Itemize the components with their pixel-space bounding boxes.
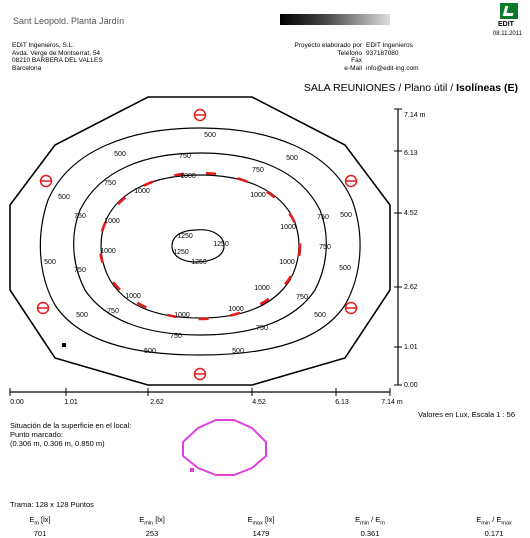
- iso-label-1250: 1250: [213, 241, 229, 248]
- iso-label-1250: 1250: [173, 249, 189, 256]
- iso-label-500: 500: [340, 212, 352, 219]
- iso-label-750: 750: [107, 308, 119, 315]
- project-values: [366, 42, 418, 72]
- stat-value: 701: [33, 528, 47, 538]
- stat-emin-emax: $E_{min} / E_{max}$ 0.171: [463, 515, 525, 538]
- logo-text: EDIT: [498, 21, 514, 28]
- stat-emin-em: $E_{min} / E_m$ 0.361: [343, 515, 397, 538]
- isoline-labels: [44, 132, 352, 355]
- iso-label-750: 750: [74, 267, 86, 274]
- y-tick-label: 7.14 m: [404, 112, 426, 119]
- iso-label-500: 500: [144, 348, 156, 355]
- fax-label: Fax: [351, 57, 362, 64]
- iso-label-500: 500: [58, 194, 70, 201]
- phone-value: 937187080: [366, 49, 399, 57]
- iso-label-500: 500: [314, 312, 326, 319]
- iso-label-750: 750: [179, 153, 191, 160]
- grid-info: Trama: 128 x 128 Puntos: [10, 500, 94, 509]
- room-polygon: [10, 97, 390, 385]
- heading-prefix: SALA REUNIONES / Plano útil /: [303, 82, 457, 94]
- iso-label-500: 500: [114, 151, 126, 158]
- room-outline: [10, 97, 390, 385]
- surface-thumbnail: [178, 418, 272, 478]
- report-date: 08.11.2011: [492, 31, 522, 37]
- stat-emin: $E_{min}$ [lx] 253: [130, 515, 174, 538]
- luminaire-icon: [195, 110, 206, 121]
- x-tick-label: 4.52: [252, 399, 266, 406]
- iso-label-1000: 1000: [254, 285, 270, 292]
- iso-label-500: 500: [286, 155, 298, 162]
- iso-label-1250: 1250: [177, 233, 193, 240]
- stat-value: 253: [145, 528, 159, 538]
- iso-label-1000: 1000: [104, 218, 120, 225]
- iso-label-1000: 1000: [279, 259, 295, 266]
- luminaire-icon: [346, 176, 357, 187]
- iso-label-750: 750: [74, 213, 86, 220]
- iso-label-1000: 1000: [250, 192, 266, 199]
- company-name: EDIT Ingenieros, S.L.: [12, 42, 75, 49]
- iso-label-750: 750: [104, 180, 116, 187]
- surface-outline: [183, 420, 266, 475]
- scale-note: Valores en Lux, Escala 1 : 56: [417, 410, 515, 419]
- fax-value: [366, 57, 418, 65]
- email-label: e-Mail: [344, 64, 362, 72]
- stat-emax: $E_{max}$ [lx] 1479: [238, 515, 284, 538]
- iso-label-750: 750: [170, 333, 182, 340]
- y-axis: [394, 109, 426, 389]
- marked-point: [62, 343, 66, 347]
- iso-label-750: 750: [296, 294, 308, 301]
- email-value: info@edit-ing.com: [366, 64, 419, 72]
- company-address2: 08210 BARBERA DEL VALLES: [12, 57, 103, 64]
- surface-line1: Situación de la superficie en el local:: [10, 421, 132, 430]
- company-block: [12, 42, 103, 72]
- iso-label-750: 750: [317, 214, 329, 221]
- x-tick-label: 7.14 m: [381, 399, 403, 406]
- iso-label-1000: 1000: [174, 312, 190, 319]
- x-tick-label: 6.13: [335, 399, 349, 406]
- edit-logo-icon: [500, 3, 518, 19]
- stat-value: 1479: [252, 528, 270, 538]
- heading-emphasis: Isolíneas (E): [456, 82, 518, 94]
- isolines: [40, 128, 360, 355]
- y-tick-label: 1.01: [404, 344, 418, 351]
- section-heading: [304, 82, 518, 94]
- iso-label-750: 750: [252, 167, 264, 174]
- x-tick-label: 2.62: [150, 399, 164, 406]
- iso-label-500: 500: [44, 259, 56, 266]
- x-tick-label: 0.00: [10, 399, 24, 406]
- header-gradient-bar: [280, 14, 390, 25]
- y-tick-label: 0.00: [404, 382, 418, 389]
- luminaire-icon: [38, 303, 49, 314]
- iso-label-1000: 1000: [180, 173, 196, 180]
- isoline-plot: [0, 95, 530, 410]
- iso-label-1000: 1000: [100, 248, 116, 255]
- surface-line3: (0.306 m, 0.306 m, 0.850 m): [10, 439, 105, 448]
- elaborated-by-label: Proyecto elaborado por: [294, 42, 362, 49]
- iso-label-500: 500: [232, 348, 244, 355]
- iso-label-1250: 1250: [191, 259, 207, 266]
- x-tick-label: 1.01: [64, 399, 78, 406]
- iso-label-500: 500: [339, 265, 351, 272]
- isoline-500: [40, 128, 360, 355]
- iso-label-750: 750: [319, 244, 331, 251]
- y-tick-label: 4.52: [404, 210, 418, 217]
- iso-label-500: 500: [76, 312, 88, 319]
- company-city: Barcelona: [12, 64, 42, 72]
- phone-label: Teléfono: [337, 49, 362, 57]
- iso-label-1000: 1000: [134, 188, 150, 195]
- x-axis: [10, 388, 403, 406]
- y-tick-label: 2.62: [404, 284, 418, 291]
- company-address1: Avda. Verge de Montserrat, 54: [12, 49, 101, 57]
- page-title: Sant Leopold. Planta Jardín: [13, 16, 125, 26]
- surface-marker: [190, 468, 194, 472]
- surface-line2: Punto marcado:: [10, 430, 63, 439]
- luminaires: [38, 110, 357, 380]
- iso-label-500: 500: [204, 132, 216, 139]
- elaborated-by-value: EDIT Ingenieros: [366, 42, 413, 49]
- iso-label-1000: 1000: [125, 293, 141, 300]
- surface-info: [10, 421, 131, 448]
- iso-label-750: 750: [256, 325, 268, 332]
- stat-value: 0.361: [360, 528, 380, 538]
- stat-value: 0.171: [484, 528, 504, 538]
- y-tick-label: 6.13: [404, 150, 418, 157]
- luminaire-icon: [41, 176, 52, 187]
- luminaire-icon: [346, 303, 357, 314]
- iso-label-1000: 1000: [228, 306, 244, 313]
- project-labels: [200, 42, 362, 72]
- iso-label-1000: 1000: [280, 224, 296, 231]
- luminaire-icon: [195, 369, 206, 380]
- stat-em: $E_m$ [lx] 701: [20, 515, 60, 538]
